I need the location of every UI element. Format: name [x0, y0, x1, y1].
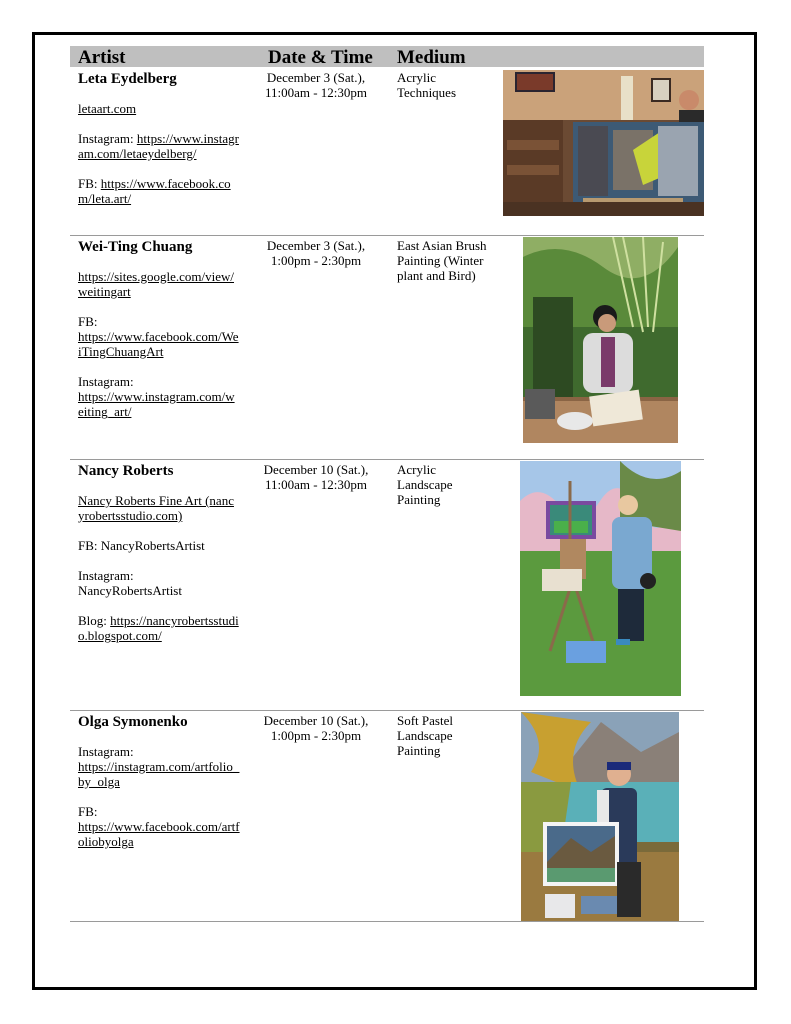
instagram-label: Instagram: — [78, 131, 137, 146]
session-time: 1:00pm - 2:30pm — [270, 728, 362, 743]
website-link[interactable]: Nancy Roberts Fine Art (nancyrobertsstudio.com) — [78, 493, 234, 523]
session-date: December 10 (Sat.), — [263, 462, 369, 477]
table-header — [70, 46, 704, 67]
instagram-link[interactable]: https://www.instagram.com/letaeydelberg/ — [78, 131, 239, 161]
session-medium: Soft Pastel Landscape Painting — [397, 713, 453, 758]
session-date: December 3 (Sat.), — [266, 70, 366, 85]
blog-label: Blog: — [78, 613, 111, 628]
instagram-text: NancyRobertsArtist — [78, 583, 182, 598]
session-datetime — [260, 238, 372, 268]
session-date: December 3 (Sat.), — [266, 238, 366, 253]
blog-link[interactable]: https://nancyrobertsstudio.blogspot.com/ — [78, 613, 239, 643]
artist-name: Olga Symonenko — [78, 714, 188, 730]
session-medium: East Asian Brush Painting (Winter plant and Bird) — [397, 238, 487, 283]
facebook-link[interactable]: https://www.facebook.com/WeiTingChuangArt — [78, 329, 239, 359]
session-time: 11:00am - 12:30pm — [264, 477, 368, 492]
facebook-label: FB: — [78, 314, 98, 329]
instagram-label: Instagram: — [78, 374, 134, 389]
artist-photo — [520, 461, 681, 696]
session-datetime — [260, 462, 372, 492]
facebook-label: FB: — [78, 176, 101, 191]
artist-name: Wei-Ting Chuang — [78, 239, 193, 255]
table-row — [70, 711, 704, 921]
website-link[interactable]: letaart.com — [78, 101, 137, 116]
facebook-text: FB: NancyRobertsArtist — [78, 538, 205, 553]
table-row — [70, 68, 704, 235]
session-date: December 10 (Sat.), — [263, 713, 369, 728]
instagram-link[interactable]: https://instagram.com/artfolio_by_olga — [78, 759, 240, 789]
artist-photo — [523, 237, 678, 443]
session-time: 11:00am - 12:30pm — [264, 85, 368, 100]
artist-photo — [521, 712, 679, 921]
session-time: 1:00pm - 2:30pm — [270, 253, 362, 268]
facebook-link[interactable]: https://www.facebook.com/leta.art/ — [78, 176, 231, 206]
row-divider — [70, 921, 704, 922]
table-row — [70, 460, 704, 710]
header-artist: Artist — [78, 47, 126, 68]
instagram-link[interactable]: https://www.instagram.com/weiting_art/ — [78, 389, 235, 419]
facebook-label: FB: — [78, 804, 98, 819]
instagram-label: Instagram: — [78, 568, 134, 583]
session-datetime — [260, 713, 372, 743]
header-datetime: Date & Time — [268, 47, 373, 68]
artist-name: Leta Eydelberg — [78, 71, 177, 87]
header-medium: Medium — [397, 47, 466, 68]
session-medium: Acrylic Techniques — [397, 70, 457, 100]
session-datetime — [260, 70, 372, 100]
table-row — [70, 236, 704, 459]
artist-photo — [503, 70, 704, 216]
artist-name: Nancy Roberts — [78, 463, 174, 479]
website-link[interactable]: https://sites.google.com/view/weitingart — [78, 269, 234, 299]
session-medium: Acrylic Landscape Painting — [397, 462, 453, 507]
facebook-link[interactable]: https://www.facebook.com/artfoliobyolga — [78, 819, 240, 849]
instagram-label: Instagram: — [78, 744, 134, 759]
